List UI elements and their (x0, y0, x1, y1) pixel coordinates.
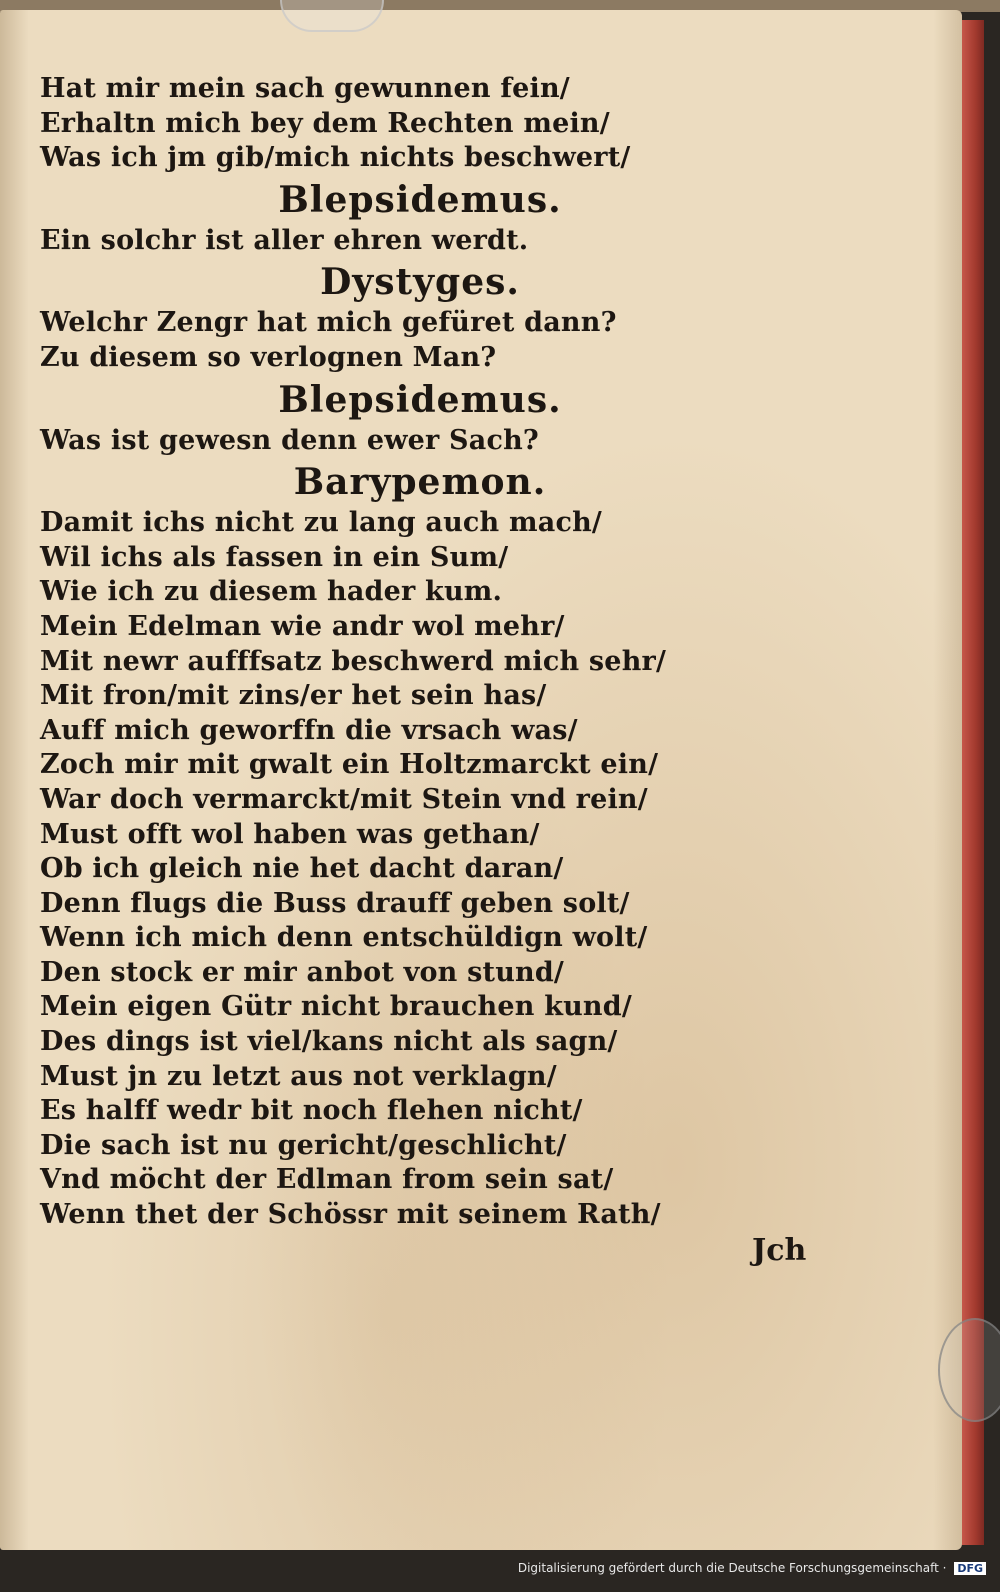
digitization-footer (518, 1561, 986, 1575)
verse-line: Vnd möcht der Edlman from sein sat/ (40, 1164, 614, 1196)
footer-text: Digitalisierung gefördert durch die Deutsche Forschungsgemeinschaft · (517, 1561, 947, 1575)
verse-line: Ein solchr ist aller ehren werdt. (40, 224, 529, 256)
verse-line: Es halff wedr bit noch flehen nicht/ (40, 1095, 583, 1127)
verse-line: Wenn ich mich denn entschüldign wolt/ (40, 922, 648, 954)
verse-line: Was ist gewesn denn ewer Sach? (40, 424, 539, 456)
verse-line: Auff mich geworffn die vrsach was/ (40, 714, 578, 746)
verse-line: Hat mir mein sach gewunnen fein/ (40, 73, 570, 104)
red-page-edge (962, 20, 984, 1545)
verse-line: Must jn zu letzt aus not verklagn/ (40, 1060, 557, 1092)
verse-line: Wil ichs als fassen in ein Sum/ (40, 541, 509, 573)
catchword: Jch (752, 1233, 807, 1268)
verse-line: Welchr Zengr hat mich gefüret dann? (40, 307, 617, 339)
verse-line: Zoch mir mit gwalt ein Holtzmarckt ein/ (40, 749, 659, 781)
verse-line: Mein Edelman wie andr wol mehr/ (40, 610, 565, 642)
verse-line: Mein eigen Gütr nicht brauchen kund/ (40, 991, 632, 1023)
speaker-name: Barypemon. (293, 461, 547, 504)
verse-line: Erhaltn mich bey dem Rechten mein/ (40, 107, 610, 139)
verse-line: Die sach ist nu gericht/geschlicht/ (40, 1129, 567, 1161)
verse-line: War doch vermarckt/mit Stein vnd rein/ (40, 783, 648, 815)
verse-line: Denn flugs die Buss drauff geben solt/ (40, 887, 630, 919)
verse-line: Mit newr aufffsatz beschwerd mich sehr/ (40, 645, 667, 677)
verse-line: Zu diesem so verlognen Man? (40, 341, 497, 373)
speaker-name: Blepsidemus. (278, 178, 562, 221)
verse-line: Was ich jm gib/mich nichts beschwert/ (40, 142, 631, 174)
verse-line: Wenn thet der Schössr mit seinem Rath/ (40, 1199, 661, 1231)
verse-line: Mit fron/mit zins/er het sein has/ (40, 680, 547, 712)
verse-line: Des dings ist viel/kans nicht als sagn/ (40, 1026, 618, 1058)
page-text (40, 72, 920, 1233)
verse-line: Ob ich gleich nie het dacht daran/ (40, 853, 564, 885)
speaker-name: Blepsidemus. (278, 378, 562, 421)
verse-line: Wie ich zu diesem hader kum. (40, 576, 503, 608)
speaker-name: Dystyges. (320, 261, 520, 304)
page-clip-top (280, 0, 384, 32)
verse-line: Den stock er mir anbot von stund/ (40, 956, 564, 988)
verse-line: Must offt wol haben was gethan/ (40, 818, 540, 850)
dfg-logo: DFG (954, 1562, 986, 1575)
verse-line: Damit ichs nicht zu lang auch mach/ (40, 507, 602, 539)
